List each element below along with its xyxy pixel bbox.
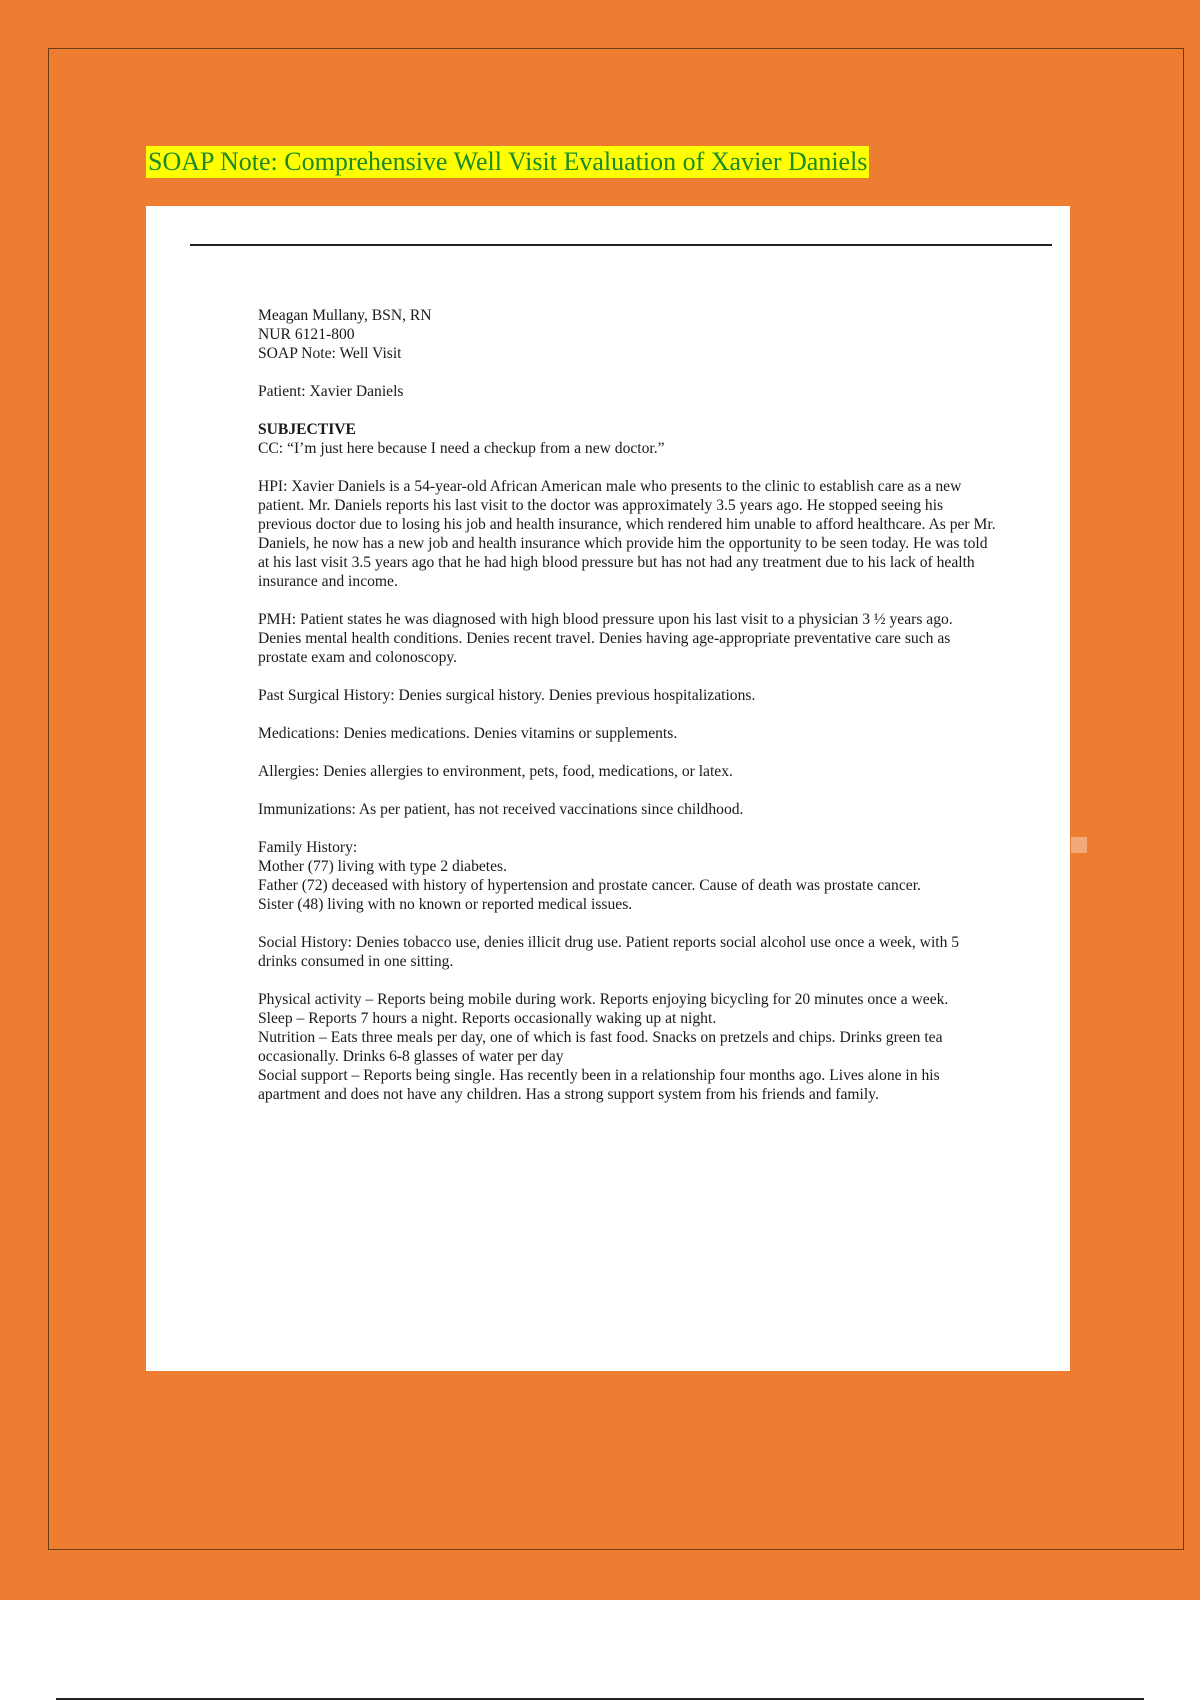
chief-complaint: CC: “I’m just here because I need a checkup from a new doctor.” (258, 440, 665, 457)
section-heading-subjective: SUBJECTIVE (258, 421, 356, 438)
note-content (258, 306, 998, 1123)
lifestyle-block (258, 990, 998, 1104)
document-title: SOAP Note: Comprehensive Well Visit Evaluation of Xavier Daniels (148, 147, 868, 176)
family-history-mother: Mother (77) living with type 2 diabetes. (258, 858, 508, 875)
note-type: SOAP Note: Well Visit (258, 345, 402, 362)
family-history-sister: Sister (48) living with no known or reported medical issues. (258, 896, 633, 913)
family-history (258, 838, 998, 914)
family-history-father: Father (72) deceased with history of hypertension and prostate cancer. Cause of death was prostate cancer. (258, 877, 921, 894)
subjective-block (258, 420, 998, 458)
sleep: Sleep – Reports 7 hours a night. Reports occasionally waking up at night. (258, 1010, 717, 1027)
header-divider (190, 244, 1052, 246)
nutrition: Nutrition – Eats three meals per day, one of which is fast food. Snacks on pretzels and chips. Drinks green tea occasionally. Drinks 6-8 glasses of water per day (258, 1029, 943, 1065)
social-support: Social support – Reports being single. Has recently been in a relationship four months ago. Lives alone in his apartment and does not have any children. Has a strong support system from his friends and family. (258, 1067, 940, 1103)
hpi-paragraph: HPI: Xavier Daniels is a 54-year-old African American male who presents to the clinic to establish care as a new patient. Mr. Daniels reports his last visit to the doctor was approximately 3.5 years ago. He stopped seeing his previous doctor due to losing his job and health insurance, which rendered him unable to afford healthcare. As per Mr. Daniels, he now has a new job and health insurance which provide him the opportunity to be seen today. He was told at his last visit 3.5 years ago that he had high blood pressure but has not had any treatment due to his lack of health insurance and income. (258, 478, 996, 590)
document-page (146, 206, 1070, 1371)
social-history: Social History: Denies tobacco use, denies illicit drug use. Patient reports social alcohol use once a week, with 5 drinks consumed in one sitting. (258, 934, 960, 970)
family-history-heading: Family History: (258, 839, 358, 856)
author-block (258, 306, 998, 363)
immunizations: Immunizations: As per patient, has not received vaccinations since childhood. (258, 801, 744, 818)
course-code: NUR 6121-800 (258, 326, 355, 343)
allergies: Allergies: Denies allergies to environment, pets, food, medications, or latex. (258, 763, 733, 780)
author-name: Meagan Mullany, BSN, RN (258, 307, 432, 324)
medications: Medications: Denies medications. Denies vitamins or supplements. (258, 725, 678, 742)
pmh-paragraph: PMH: Patient states he was diagnosed with high blood pressure upon his last visit to a physician 3 ½ years ago. Denies mental health conditions. Denies recent travel. Denies having age-appropriate preventative care such as prostate exam and colonoscopy. (258, 611, 953, 666)
physical-activity: Physical activity – Reports being mobile during work. Reports enjoying bicycling for 20 minutes once a week. (258, 991, 949, 1008)
scroll-handle[interactable] (1071, 837, 1087, 853)
surgical-history: Past Surgical History: Denies surgical history. Denies previous hospitalizations. (258, 687, 756, 704)
patient-name: Patient: Xavier Daniels (258, 383, 404, 400)
